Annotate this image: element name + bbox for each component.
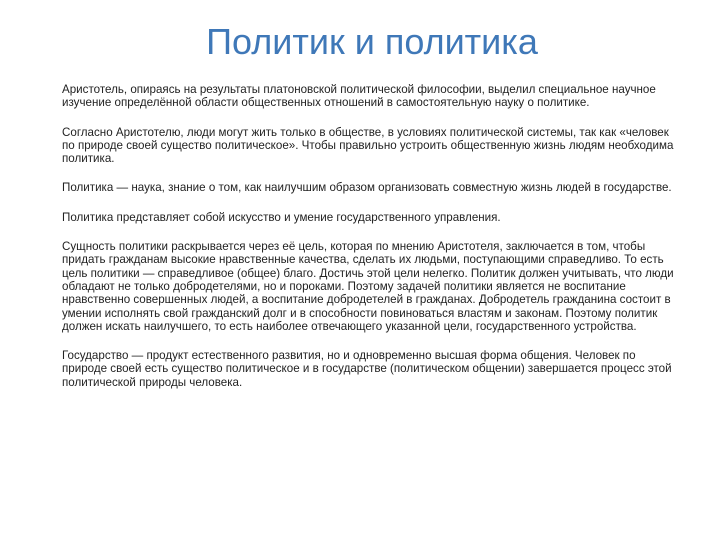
paragraph: Политика — наука, знание о том, как наилучшим образом организовать совместную жизнь людей в государстве.	[62, 181, 672, 195]
paragraph: Политика представляет собой искусство и умение государственного управления.	[62, 210, 501, 224]
slide-body	[62, 83, 678, 405]
paragraph: Согласно Аристотелю, люди могут жить только в обществе, в условиях политической системы, так как «человек по природе своей существо политическое». Чтобы правильно устроить общественную жизнь людям необходима политика.	[62, 125, 674, 166]
paragraph: Государство — продукт естественного развития, но и одновременно высшая форма общения. Человек по природе своей есть существо политическое и в государстве (политическом общении) завершается процесс этой политической природы человека.	[62, 349, 672, 389]
paragraph: Сущность политики раскрывается через её цель, которая по мнению Аристотеля, заключается в том, чтобы придать гражданам высокие нравственные качества, сделать их людьми, поступающими справедливо. То есть цель политики — справедливое (общее) благо. Достичь этой цели нелегко. Политик должен учитывать, что люди обладают не только добродетелями, но и пороками. Поэтому задачей политики является не воспитание нравственно совершенных людей, а воспитание добродетелей в гражданах. Добродетель гражданина состоит в умении исполнять свой гражданский долг и в способности повиноваться властям и законам. Поэтому политик должен искать наилучшего, то есть наиболее отвечающего указанной цели, государственного устройства.	[62, 240, 674, 333]
paragraph: Аристотель, опираясь на результаты платоновской политической философии, выделил специальное научное изучение определённой области общественных отношений в самостоятельную науку о политике.	[62, 83, 656, 110]
slide-title: Политик и политика	[206, 21, 538, 62]
